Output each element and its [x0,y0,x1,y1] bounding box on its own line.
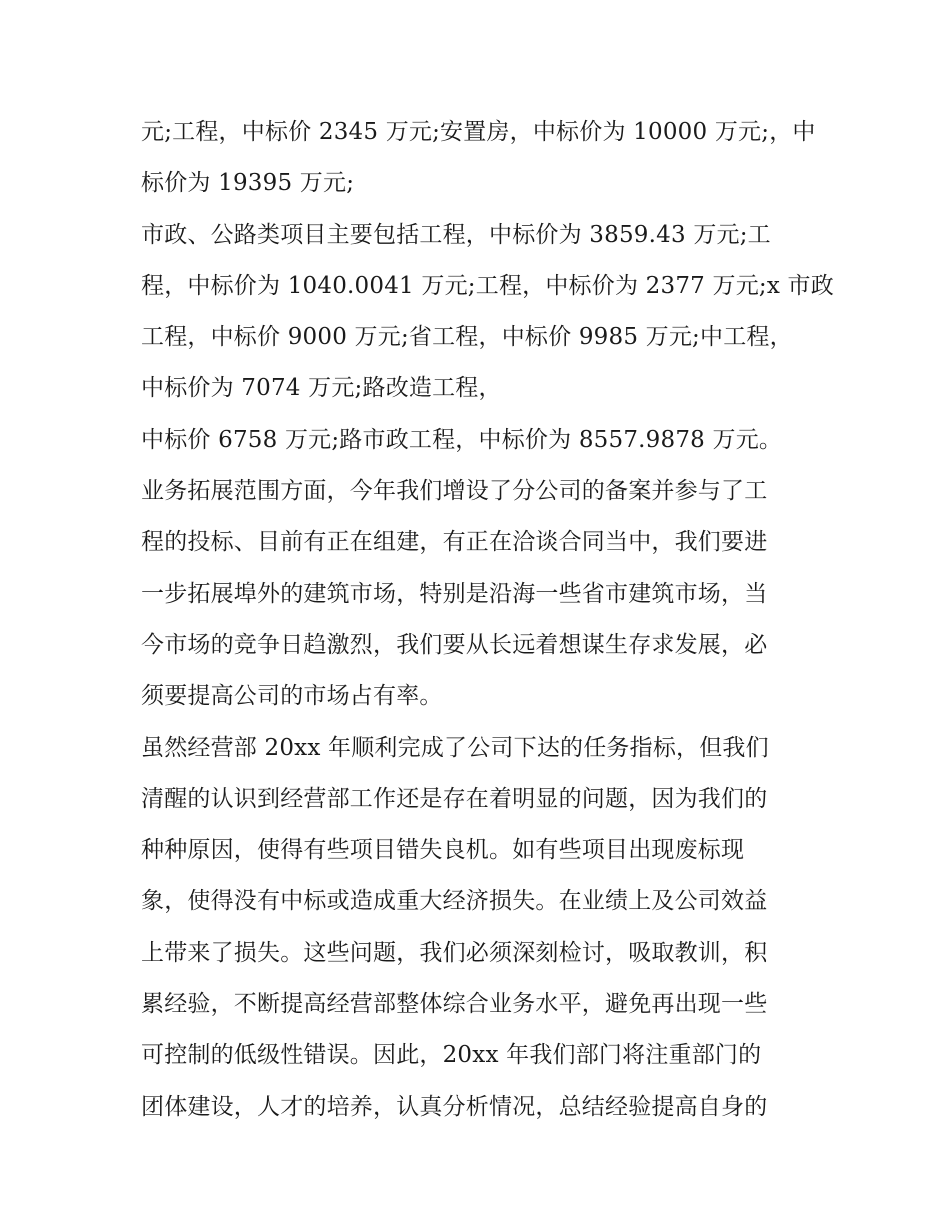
text-line: 中标价为 7074 万元;路改造工程， [141,375,502,402]
text-line: 虽然经营部 20xx 年顺利完成了公司下达的任务指标，但我们 [141,734,769,761]
text-line: 市政、公路类项目主要包括工程，中标价为 3859.43 万元;工 [141,221,771,248]
text-line: 可控制的低级性错误。因此，20xx 年我们部门将注重部门的 [141,1042,762,1069]
text-line: 一步拓展埠外的建筑市场，特别是沿海一些省市建筑市场，当 [141,580,768,607]
text-line: 累经验，不断提高经营部整体综合业务水平，避免再出现一些 [141,991,768,1018]
document-body-text [141,107,834,1133]
text-line: 上带来了损失。这些问题，我们必须深刻检讨，吸取教训，积 [141,939,768,966]
text-line: 元;工程，中标价 2345 万元;安置房，中标价为 10000 万元;，中 [141,119,816,145]
text-line: 象，使得没有中标或造成重大经济损失。在业绩上及公司效益 [141,888,768,915]
text-line: 业务拓展范围方面，今年我们增设了分公司的备案并参与了工 [141,478,768,505]
text-line: 今市场的竞争日趋激烈，我们要从长远着想谋生存求发展，必 [141,631,768,658]
text-line: 须要提高公司的市场占有率。 [141,683,443,710]
text-line: 团体建设，人才的培养，认真分析情况，总结经验提高自身的 [141,1093,768,1120]
text-line: 工程，中标价 9000 万元;省工程，中标价 9985 万元;中工程， [141,324,793,351]
text-line: 中标价 6758 万元;路市政工程，中标价为 8557.9878 万元。 [141,426,783,453]
text-line: 程的投标、目前有正在组建，有正在洽谈合同当中，我们要进 [141,529,768,556]
text-line: 种种原因，使得有些项目错失良机。如有些项目出现废标现 [141,837,745,864]
text-line: 程，中标价为 1040.0041 万元;工程，中标价为 2377 万元;x 市政 [141,272,834,299]
text-line: 清醒的认识到经营部工作还是存在着明显的问题，因为我们的 [141,785,768,812]
text-line: 标价为 19395 万元; [141,170,355,197]
